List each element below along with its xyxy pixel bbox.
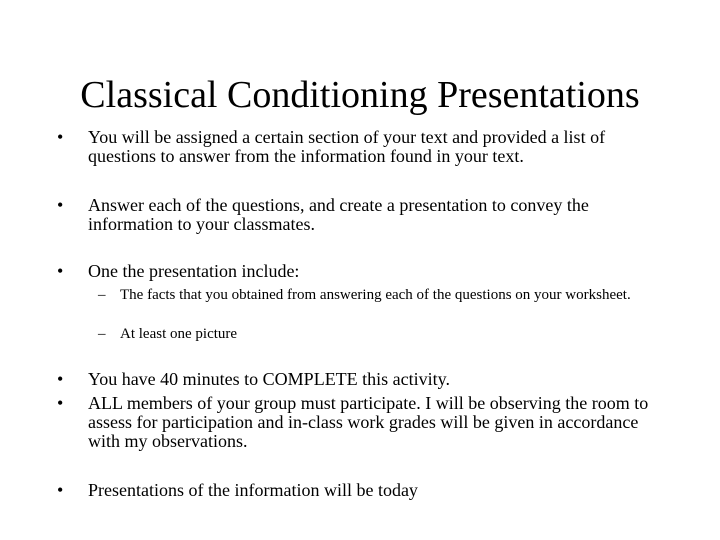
bullet-marker: •	[57, 127, 64, 147]
bullet-marker: •	[57, 480, 64, 500]
bullet-item	[57, 196, 667, 234]
bullet-item	[57, 394, 667, 451]
sub-bullet-text: At least one picture	[120, 326, 238, 342]
bullet-text: You have 40 minutes to COMPLETE this activity.	[88, 369, 450, 389]
bullet-item	[57, 262, 667, 281]
sub-bullet-marker: –	[98, 287, 106, 303]
bullet-text: Answer each of the questions, and create a presentation to convey the information to your classmates.	[88, 195, 589, 234]
bullet-item	[57, 128, 667, 166]
bullet-text: You will be assigned a certain section of your text and provided a list of questions to answer from the information found in your text.	[88, 127, 606, 166]
sub-bullet-item	[98, 325, 658, 344]
sub-bullet-item	[98, 286, 658, 305]
bullet-marker: •	[57, 369, 64, 389]
slide-title: Classical Conditioning Presentations	[80, 74, 640, 116]
bullet-text: One the presentation include:	[88, 261, 300, 281]
bullet-item	[57, 481, 667, 500]
bullet-marker: •	[57, 393, 64, 413]
bullet-marker: •	[57, 261, 64, 281]
sub-bullet-marker: –	[98, 326, 106, 342]
bullet-text: ALL members of your group must participate. I will be observing the room to assess for participation and in-class work grades will be given in accordance with my observations.	[88, 393, 649, 451]
bullet-marker: •	[57, 195, 64, 215]
bullet-item	[57, 370, 667, 389]
bullet-text: Presentations of the information will be today	[88, 480, 418, 500]
sub-bullet-text: The facts that you obtained from answering each of the questions on your worksheet.	[120, 287, 631, 303]
